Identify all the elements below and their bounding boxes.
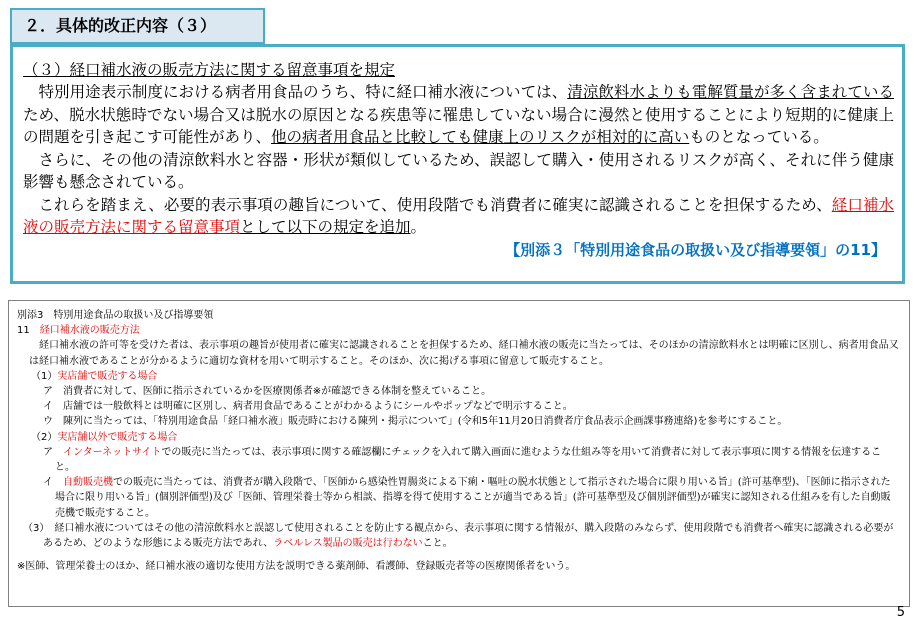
p3-seg-1: 経口補水液の販売方法に関する留意事項	[23, 195, 894, 236]
section-2-item-b	[17, 475, 899, 521]
s3-text: （3） 経口補水液についてはその他の清涼飲料水と誤認して使用されることを防止する観点から、表示事項に関する情報が、購入段階のみならず、使用段階でも消費者へ確実に認識される必要があるため、どのような形態による販売方法であれ、	[23, 522, 894, 550]
s2b-mark: イ	[43, 477, 63, 489]
section-1-title: 実店舗で販売する場合	[57, 370, 158, 382]
s3-end: こと。	[422, 538, 453, 550]
detail-box	[8, 300, 910, 607]
section-1-item-c: ウ 陳列に当たっては、「特別用途食品「経口補水液」販売時における陳列・掲示について」(令和5年11月20日消費者庁食品表示企画課事務連絡)を参考にすること。	[43, 416, 788, 428]
item-11-number: 11	[17, 325, 40, 337]
p1-seg-4: ものとなっている。	[689, 128, 829, 146]
summary-paragraph-1	[23, 81, 894, 149]
page-number: 5	[896, 605, 905, 620]
item-11-title: 経口補水液の販売方法	[39, 325, 140, 337]
section-1-item-a: ア 消費者に対して、医師に指示されているかを医療関係者※が確認できる体制を整えていること。	[43, 386, 492, 398]
section-2-number: （2）	[31, 431, 58, 443]
s3-red: ラベルレス製品の販売は行わない	[273, 538, 423, 550]
item-11-heading	[17, 323, 899, 338]
summary-paragraph-3	[23, 194, 894, 239]
summary-box	[10, 44, 905, 284]
summary-heading: （３）経口補水液の販売方法に関する留意事項を規定	[23, 61, 396, 79]
section-2-item-a	[17, 445, 899, 475]
p1-seg-1: 清涼飲料水よりも電解質量が多く含まれている	[567, 83, 894, 101]
section-title: ２．具体的改正内容（３）	[10, 8, 265, 44]
p3-seg-3: 。	[410, 218, 427, 236]
section-2-heading	[17, 430, 899, 445]
section-2-title: 実店舗以外で販売する場合	[57, 431, 178, 443]
p1-seg-3: 他の病者用食品と比較しても健康上のリスクが相対的に高い	[271, 128, 690, 146]
section-1-item-b: イ 店舗では一般飲料とは明確に区別し、病者用食品であることがわかるようにシールやポップなどで明示すること。	[43, 401, 573, 413]
footnote: ※医師、管理栄養士のほか、経口補水液の適切な使用方法を説明できる薬剤師、看護師、登録販売者等の医療関係者をいう。	[17, 561, 576, 573]
section-3	[17, 521, 899, 551]
s2b-text: での販売に当たっては、消費者が購入段階で、「医師から感染性胃腸炎による下痢・嘔吐の脱水状態として指示された場合に限り用いる旨」(許可基準型)、「医師に指示された場合に限り用いる旨」(個別評価型)及び「医師、管理栄養士等から相談、指導を得て使用することが適当である旨」(許可基準型及び個別評価型)が確実に認知される仕組みを有した自動販売機で販売すること。	[55, 477, 891, 519]
p1-seg-0: 特別用途表示制度における病者用食品のうち、特に経口補水液については、	[38, 83, 568, 101]
s2a-mark: ア	[43, 446, 63, 458]
s2a-red: インターネットサイト	[63, 446, 162, 458]
s2b-red: 自動販売機	[63, 477, 113, 489]
p1-seg-2: ため、脱水状態時でない場合又は脱水の原因となる疾患等に罹患していない場合に漫然と使用することにより短期的に健康上の問題を引き起こす可能性があり、	[23, 105, 894, 146]
spacer	[17, 551, 899, 559]
detail-title: 別添3 特別用途食品の取扱い及び指導要領	[17, 310, 214, 321]
summary-reference: 【別添３「特別用途食品の取扱い及び指導要領」の11】	[505, 240, 886, 259]
s2a-text: での販売に当たっては、表示事項に関する確認欄にチェックを入れて購入画面に進むような仕組み等を用いて消費者に対して表示事項に関する情報を伝達すること。	[55, 446, 882, 474]
section-1-number: （1）	[31, 370, 58, 382]
item-11-intro: 経口補水液の許可等を受けた者は、表示事項の趣旨が使用者に確実に認識されることを担保するため、経口補水液の販売に当たっては、そのほかの清涼飲料水とは明確に区別し、病者用食品又は経口補水液であることが分かるように適切な資材を用いて明示すること。そのほか、次に掲げる事項に留意して販売すること。	[29, 340, 899, 367]
p3-seg-0: これらを踏まえ、必要的表示事項の趣旨について、使用段階でも消費者に確実に認識されることを担保するため、	[38, 195, 832, 214]
section-1-heading	[17, 369, 899, 384]
summary-paragraph-2: さらに、その他の清涼飲料水と容器・形状が類似しているため、誤認して購入・使用されるリスクが高く、それに伴う健康影響も懸念されている。	[23, 150, 894, 191]
p3-seg-2: として以下の規定を追加	[240, 218, 411, 236]
